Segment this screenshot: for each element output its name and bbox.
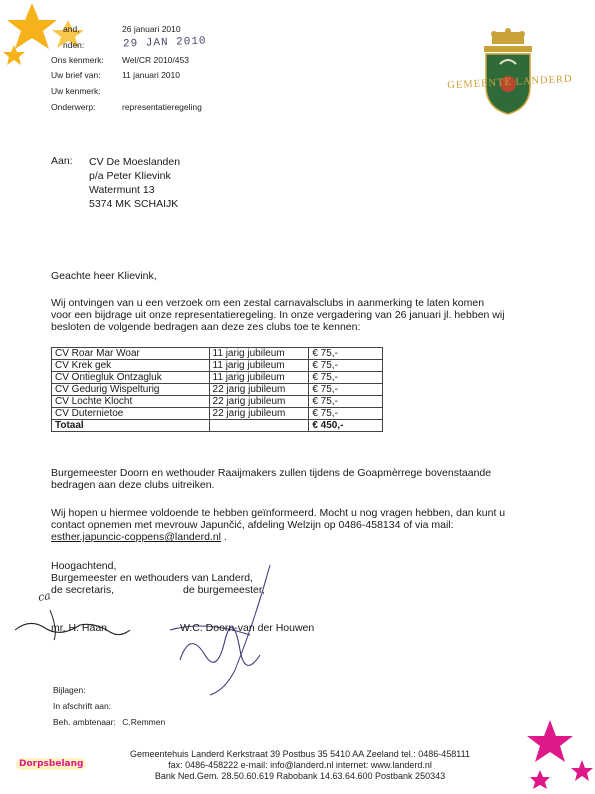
contact-paragraph (51, 507, 505, 543)
club-name-cell: CV Krek gek (52, 360, 210, 372)
meta-value: C.Remmen (122, 717, 166, 727)
email-line (51, 531, 505, 543)
amount-cell: € 75,- (309, 384, 383, 396)
footer-line-1: Gemeentehuis Landerd Kerkstraat 39 Postbus 35 5410 AA Zeeland tel.: 0486-458111 (130, 749, 470, 759)
header-label-our-ref: Ons kenmerk: (51, 55, 104, 65)
logo-text: GEMEENTE LANDERD (447, 73, 573, 92)
secretary-name: mr. H. Haan (51, 622, 108, 634)
paragraph-line: Wij ontvingen van u een verzoek om een zestal carnavalsclubs in aanmerking te laten komen (51, 297, 485, 309)
paragraph-line: Burgemeester Doorn en wethouder Raaijmakers zullen tijdens de Goapmèrrege bovenstaande (51, 467, 492, 479)
salutation: Geachte heer Klievink, (51, 270, 157, 282)
amount-cell: € 75,- (309, 348, 383, 360)
amount-cell: € 75,- (309, 396, 383, 408)
club-name-cell: CV Gedurig Wispelturig (52, 384, 210, 396)
meta-block (53, 682, 165, 730)
handwritten-initials: ca (36, 588, 52, 605)
paragraph-line: contact opnemen met mevrouw Japunčić, afdeling Welzijn op 0486-458134 of via mail: (51, 519, 454, 531)
table-row (52, 372, 383, 384)
closing-line: Burgemeester en wethouders van Landerd, (51, 572, 253, 584)
amount-cell: € 75,- (309, 360, 383, 372)
email-link[interactable]: esther.japuncic-coppens@landerd.nl (51, 531, 222, 543)
pink-star-icon (520, 712, 595, 794)
table-total-row (52, 420, 383, 432)
watermark-logo: Dorpsbelang (16, 758, 86, 770)
paragraph-line: bedragen aan deze clubs uitreiken. (51, 479, 215, 491)
municipality-logo (440, 28, 580, 118)
meta-label: In afschrift aan: (53, 701, 112, 711)
header-label-date: and, (63, 24, 80, 34)
footer-line-3: Bank Ned.Gem. 28.50.60.619 Rabobank 14.63.64.600 Postbank 250343 (154, 771, 446, 781)
header-value-our-ref: Wel/CR 2010/453 (122, 55, 189, 65)
header-label-subject: Onderwerp: (51, 102, 96, 112)
meta-row (53, 698, 165, 714)
meta-label: Beh. ambtenaar: (53, 717, 116, 727)
amount-cell: € 75,- (309, 372, 383, 384)
total-amount-cell: € 450,- (309, 420, 383, 432)
table-row (52, 408, 383, 420)
grants-table (51, 347, 383, 432)
occasion-cell: 11 jarig jubileum (209, 360, 309, 372)
header-value-date: 26 januari 2010 (122, 24, 181, 34)
club-name-cell: CV Duternietoe (52, 408, 210, 420)
secretary-label: de secretaris, (51, 584, 115, 596)
meta-row (53, 714, 165, 730)
header-label-your-letter: Uw brief van: (51, 70, 101, 80)
paragraph-line: Wij hopen u hiermee voldoende te hebben geïnformeerd. Mocht u nog vragen hebben, dan kunt u (51, 507, 506, 519)
footer-line-2: fax: 0486-458222 e-mail: info@landerd.nl internet: www.landerd.nl (168, 760, 432, 770)
address-label: Aan: (51, 155, 73, 167)
paragraph-line: voor een bijdrage uit onze representatieregeling. In onze vergadering van 26 januari jl. hebben wij (51, 309, 505, 321)
occasion-cell: 11 jarig jubileum (209, 348, 309, 360)
club-name-cell: CV Lochte Klocht (52, 396, 210, 408)
address-line: 5374 MK SCHAIJK (89, 198, 179, 210)
address-block (89, 155, 180, 211)
empty-cell (209, 420, 309, 432)
header-value-subject: representatieregeling (122, 102, 202, 112)
occasion-cell: 22 jarig jubileum (209, 396, 309, 408)
meta-row (53, 682, 165, 698)
table-row (52, 360, 383, 372)
occasion-cell: 22 jarig jubileum (209, 408, 309, 420)
paragraph-line: besloten de volgende bedragen aan deze zes clubs toe te kennen: (51, 321, 361, 333)
club-name-cell: CV Ontiegluk Ontzagluk (52, 372, 210, 384)
address-line: CV De Moeslanden (89, 156, 181, 168)
header-label-your-ref: Uw kenmerk: (51, 86, 101, 96)
address-line: Watermunt 13 (89, 184, 155, 196)
meta-label: Bijlagen: (53, 685, 86, 695)
received-stamp: 29 JAN 2010 (122, 35, 207, 51)
total-label-cell: Totaal (52, 420, 210, 432)
occasion-cell: 11 jarig jubileum (209, 372, 309, 384)
ceremony-paragraph (51, 467, 491, 491)
occasion-cell: 22 jarig jubileum (209, 384, 309, 396)
mayor-label: de burgemeester, (183, 584, 265, 596)
table-row (52, 348, 383, 360)
club-name-cell: CV Roar Mar Woar (52, 348, 210, 360)
address-line: p/a Peter Klievink (89, 170, 171, 182)
mayor-name: W.C. Doorn-van der Houwen (180, 622, 315, 634)
intro-paragraph (51, 297, 505, 333)
coat-of-arms-icon (482, 28, 534, 116)
closing-line: Hoogachtend, (51, 560, 117, 572)
header-label-received: nden: (63, 40, 85, 50)
table-row (52, 396, 383, 408)
table-row (52, 384, 383, 396)
amount-cell: € 75,- (309, 408, 383, 420)
header-value-your-letter: 11 januari 2010 (122, 70, 180, 80)
email-suffix: . (221, 531, 227, 543)
